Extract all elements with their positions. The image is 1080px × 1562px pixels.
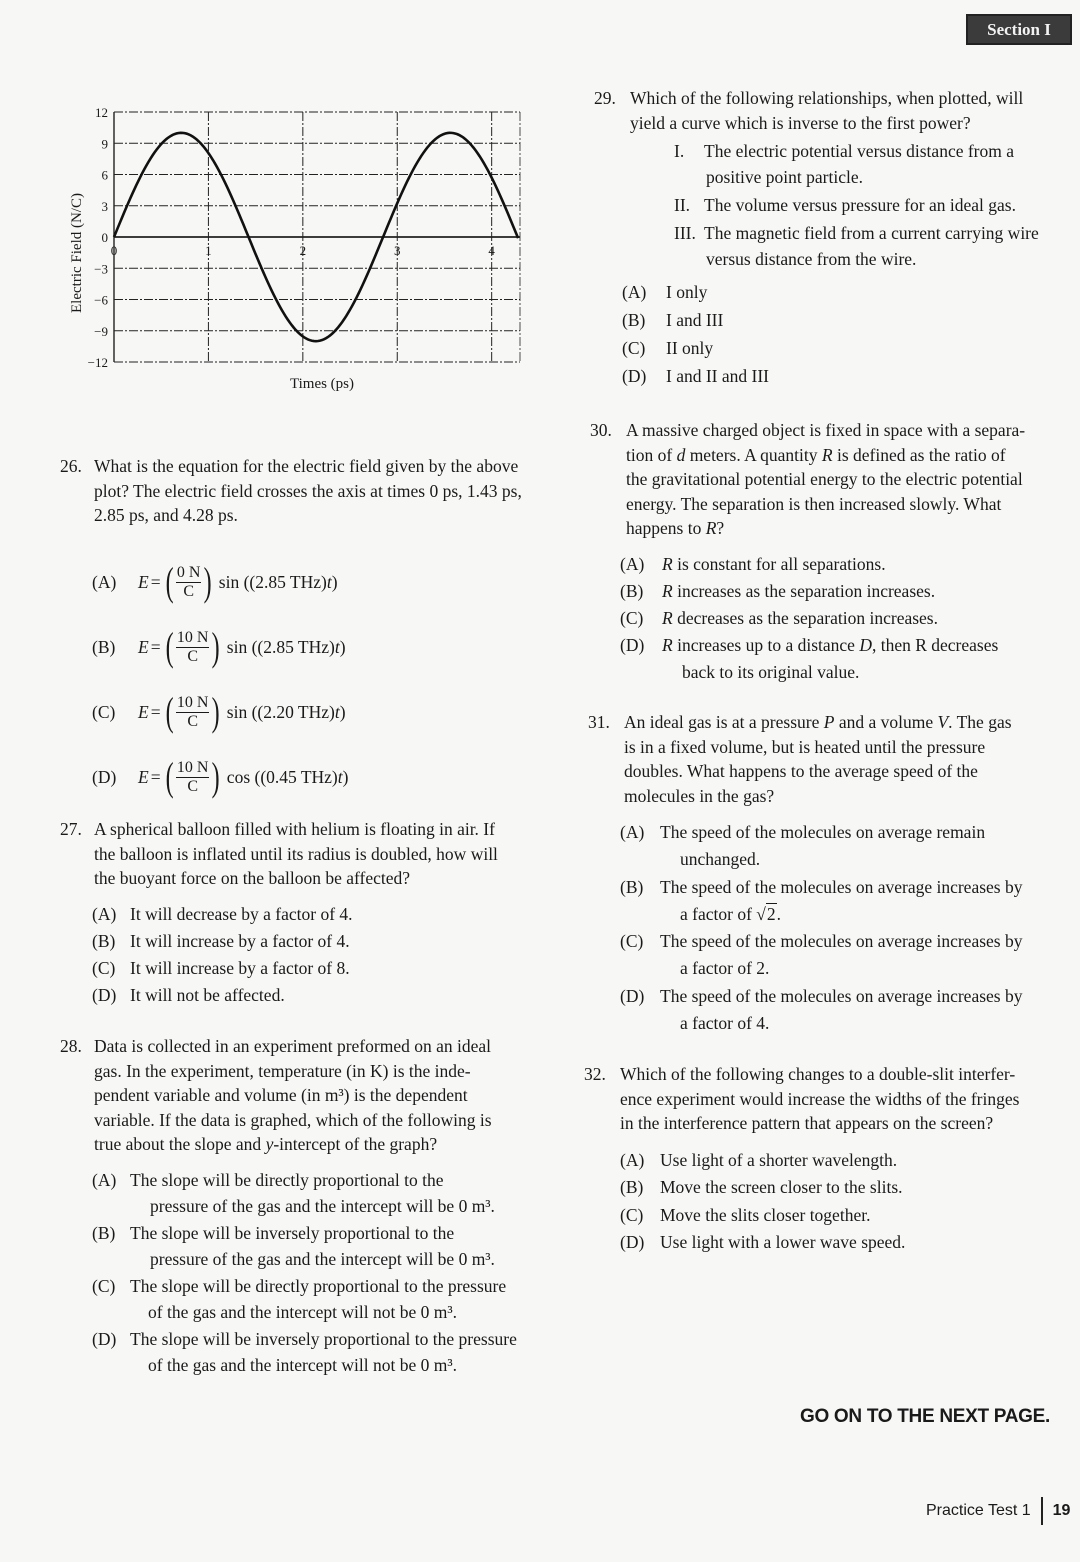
text: a factor of — [680, 903, 757, 924]
amplitude-fraction — [163, 624, 223, 669]
variable-V: V — [937, 712, 949, 732]
option-label: (D) — [92, 1328, 117, 1349]
option-label: (D) — [92, 766, 117, 787]
option-text-continued: unchanged. — [680, 849, 761, 870]
statement-label: III. — [674, 223, 696, 243]
book-title: Practice Test 1 — [926, 1501, 1031, 1519]
y-tick-label: 3 — [101, 198, 108, 214]
stem-line: yield a curve which is inverse to the first power? — [630, 112, 971, 133]
equals-sign: = — [150, 571, 161, 592]
variable-R: R — [662, 607, 673, 628]
answer-option[interactable] — [620, 1174, 1075, 1202]
close-paren: ) — [331, 571, 338, 592]
option-text: Move the screen closer to the slits. — [660, 1177, 903, 1197]
question-number: 29. — [594, 88, 616, 108]
variable-D: D — [859, 634, 872, 655]
left-paren: ( — [165, 559, 174, 604]
trig-function: sin ((2.85 THz) — [218, 571, 327, 592]
statement-label: II. — [674, 195, 691, 215]
answer-option[interactable] — [92, 1326, 550, 1379]
amplitude-fraction — [163, 689, 223, 734]
y-tick-label: 6 — [101, 167, 108, 183]
trig-function: cos ((0.45 THz) — [226, 766, 338, 787]
answer-option[interactable] — [620, 605, 1075, 632]
option-label: (B) — [92, 1222, 116, 1243]
text: . — [776, 903, 782, 924]
question-stem: What is the equation for the electric field given by the above plot? The electric field crosses the axis at times 0 ps, 1.43 ps, 2.85 ps, and 4.28 ps. — [94, 456, 522, 525]
stem-line: molecules in the gas? — [624, 785, 775, 806]
stem-line: ence experiment would increase the widths of the fringes — [620, 1088, 1020, 1109]
variable-E: E — [138, 636, 149, 657]
amplitude-fraction — [163, 754, 223, 799]
stem-line: doubles. What happens to the average speed of the — [624, 761, 978, 781]
x-axis-label: Times (ps) — [289, 376, 355, 392]
answer-option[interactable] — [620, 928, 1075, 983]
close-paren: ) — [339, 701, 346, 722]
option-label: (D) — [92, 984, 117, 1005]
option-text-body: increases up to a distance D, then R decreases — [672, 634, 999, 655]
variable-R: R — [705, 518, 717, 538]
roman-statement — [674, 220, 1074, 272]
variable-t: t — [326, 571, 332, 592]
y-tick-label: −12 — [87, 355, 108, 370]
variable-E: E — [138, 766, 149, 787]
answer-option[interactable] — [620, 874, 1075, 929]
option-label: (C) — [92, 701, 116, 722]
option-text: I and III — [666, 310, 724, 330]
y-axis-label: Electric Field (N/C) — [69, 193, 85, 313]
answer-option[interactable] — [92, 754, 349, 799]
answer-option[interactable] — [620, 632, 1075, 686]
option-text: Use light of a shorter wavelength. — [660, 1149, 898, 1170]
option-label: (C) — [620, 1204, 644, 1225]
question-number: 26. — [60, 456, 82, 476]
amplitude-fraction — [163, 559, 215, 604]
answer-option[interactable] — [92, 689, 346, 734]
section-badge: Section I — [966, 14, 1072, 45]
option-text: I only — [666, 282, 708, 302]
option-text-body: decreases as the separation increases. — [672, 607, 938, 628]
option-text-continued: back to its original value. — [682, 661, 860, 682]
answer-option[interactable] — [620, 1229, 1075, 1257]
denominator: C — [187, 777, 199, 795]
answer-option[interactable] — [92, 982, 550, 1009]
close-paren: ) — [339, 636, 346, 657]
page-footer — [926, 1497, 1070, 1525]
answer-option[interactable] — [622, 362, 1074, 390]
close-paren: ) — [342, 766, 349, 787]
option-label: (C) — [620, 607, 644, 628]
radicand: 2 — [766, 903, 776, 924]
page-number: 19 — [1052, 1501, 1071, 1519]
numerator: 10 N — [176, 758, 209, 776]
option-label: (D) — [620, 634, 645, 655]
stem-line: Which of the following relationships, when plotted, will — [630, 88, 1024, 108]
option-text-continued: a factor of 4. — [680, 1013, 770, 1034]
statement-text: The volume versus pressure for an ideal gas. — [704, 195, 1016, 215]
answer-option[interactable] — [622, 306, 1074, 334]
option-text — [620, 632, 1075, 659]
question-29 — [594, 86, 1074, 390]
variable-t: t — [334, 636, 340, 657]
stem-line: the gravitational potential energy to the electric potential — [626, 469, 1023, 489]
option-label: (A) — [620, 553, 645, 574]
answer-option[interactable] — [92, 559, 338, 604]
stem-line: A massive charged object is fixed in space with a separa- — [626, 420, 1026, 440]
question-26 — [60, 454, 530, 528]
statement-text: The magnetic field from a current carrying wire — [704, 223, 1039, 243]
option-text: The slope will be inversely proportional to the — [130, 1222, 455, 1243]
option-text: The speed of the molecules on average increases by — [660, 931, 1023, 952]
option-text — [620, 551, 1075, 578]
option-text: It will decrease by a factor of 4. — [130, 903, 353, 924]
variable-E: E — [138, 701, 149, 722]
stem-line: Data is collected in an experiment preformed on an ideal — [94, 1036, 491, 1056]
y-tick-label: 0 — [101, 230, 108, 245]
answer-option[interactable] — [620, 551, 1075, 578]
option-text — [620, 578, 1075, 605]
answer-option[interactable] — [620, 1202, 1075, 1230]
option-label: (D) — [620, 985, 645, 1006]
option-label: (A) — [92, 903, 117, 924]
answer-option[interactable] — [620, 578, 1075, 605]
option-label: (C) — [92, 957, 116, 978]
option-text: The slope will be inversely proportional to the pressure — [130, 1328, 517, 1349]
stem-line: gas. In the experiment, temperature (in K) is the inde- — [94, 1060, 471, 1081]
variable-R: R — [662, 634, 673, 655]
option-text: Move the slits closer together. — [660, 1204, 871, 1225]
option-label: (C) — [622, 338, 646, 358]
variable-y: y — [265, 1134, 274, 1154]
x-tick-label: 0 — [110, 243, 118, 258]
fraction — [176, 629, 210, 666]
option-label: (A) — [620, 1149, 645, 1170]
right-paren: ) — [204, 559, 213, 604]
x-tick-label: 1 — [205, 243, 212, 258]
variable-d: d — [676, 444, 686, 465]
option-label: (B) — [620, 580, 644, 601]
answer-option[interactable] — [620, 819, 1075, 874]
option-label: (A) — [620, 822, 645, 842]
x-tick-label: 3 — [394, 243, 401, 258]
answer-option[interactable] — [620, 983, 1075, 1038]
fraction — [176, 564, 202, 601]
statement-text-continued: versus distance from the wire. — [706, 249, 917, 269]
variable-t: t — [337, 766, 343, 787]
answer-option[interactable] — [620, 1147, 1075, 1175]
question-number: 27. — [60, 819, 82, 839]
option-text-continued — [620, 901, 1075, 928]
variable-R: R — [662, 580, 673, 601]
left-paren: ( — [165, 754, 174, 799]
option-text: It will increase by a factor of 4. — [130, 930, 350, 951]
answer-option[interactable] — [92, 901, 550, 928]
statement-text-continued: positive point particle. — [706, 167, 863, 187]
stem-line: variable. If the data is graphed, which of the following is — [94, 1109, 492, 1130]
denominator: C — [187, 712, 199, 730]
option-text-continued: pressure of the gas and the intercept will be 0 m³. — [150, 1196, 495, 1216]
option-text-continued: a factor of 2. — [680, 958, 770, 979]
option-text: The speed of the molecules on average increases by — [660, 985, 1023, 1006]
option-label: (B) — [620, 876, 644, 897]
x-tick-label: 2 — [299, 243, 307, 258]
option-text-continued: pressure of the gas and the intercept will be 0 m³. — [150, 1249, 495, 1269]
answer-option[interactable] — [622, 278, 1074, 306]
question-number: 31. — [588, 712, 610, 732]
trig-function: sin ((2.20 THz) — [226, 701, 335, 722]
numerator: 0 N — [176, 563, 201, 581]
question-number: 32. — [584, 1064, 606, 1084]
question-stem — [94, 1034, 550, 1157]
denominator: C — [187, 647, 199, 665]
roman-statement — [674, 138, 1074, 190]
equals-sign: = — [150, 636, 161, 657]
right-paren: ) — [212, 754, 221, 799]
option-label: (C) — [92, 1275, 116, 1296]
option-label: (C) — [620, 931, 644, 952]
variable-E: E — [138, 571, 149, 592]
y-tick-label: −3 — [94, 261, 108, 277]
stem-line: in the interference pattern that appears on the screen? — [620, 1113, 994, 1133]
option-label: (A) — [92, 571, 117, 592]
stem-line: An ideal gas is at a pressure P and a volume V. The gas — [624, 712, 1012, 732]
question-stem — [624, 710, 1075, 808]
option-text: It will increase by a factor of 8. — [130, 957, 350, 978]
stem-line: pendent variable and volume (in m³) is the dependent — [94, 1085, 468, 1105]
variable-t: t — [334, 701, 340, 722]
trig-function: sin ((2.85 THz) — [226, 636, 335, 657]
stem-line: A spherical balloon filled with helium is floating in air. If — [94, 819, 495, 839]
left-paren: ( — [165, 624, 174, 669]
statement-label: I. — [674, 141, 685, 161]
question-number: 28. — [60, 1036, 82, 1056]
option-text-continued: of the gas and the intercept will not be 0 m³. — [148, 1302, 457, 1322]
stem-line: true about the slope and y-intercept of the graph? — [94, 1134, 438, 1154]
option-label: (B) — [622, 310, 646, 330]
variable-R: R — [821, 444, 833, 465]
option-text: It will not be affected. — [130, 984, 285, 1005]
roman-statement — [674, 192, 1074, 218]
option-text — [620, 605, 1075, 632]
statement-text: The electric potential versus distance from a — [704, 141, 1015, 161]
numerator: 10 N — [176, 693, 209, 711]
option-label: (A) — [622, 282, 647, 302]
electric-field-chart — [60, 95, 530, 395]
stem-line: the balloon is inflated until its radius is doubled, how will — [94, 843, 498, 864]
question-32 — [584, 1062, 1075, 1257]
question-number: 30. — [590, 420, 612, 440]
fraction — [176, 694, 210, 731]
option-text: The slope will be directly proportional to the — [130, 1169, 444, 1190]
option-text-body: is constant for all separations. — [672, 553, 886, 574]
option-text: The slope will be directly proportional to the pressure — [130, 1275, 507, 1296]
option-text-continued: of the gas and the intercept will not be 0 m³. — [148, 1355, 457, 1375]
option-text: II only — [666, 338, 714, 358]
question-stem — [626, 418, 1075, 541]
y-tick-label: −9 — [94, 323, 108, 339]
y-tick-label: 9 — [101, 136, 108, 152]
question-31 — [588, 710, 1075, 1037]
chart-grid — [114, 112, 520, 362]
question-27 — [60, 817, 550, 1009]
option-label: (D) — [620, 1232, 645, 1252]
option-label: (B) — [620, 1177, 644, 1197]
right-paren: ) — [212, 689, 221, 734]
variable-R: R — [662, 553, 673, 574]
answer-option[interactable] — [92, 928, 550, 955]
denominator: C — [183, 582, 195, 600]
variable-P: P — [823, 712, 835, 732]
stem-line: tion of d meters. A quantity R is defined as the ratio of — [626, 444, 1006, 465]
right-paren: ) — [212, 624, 221, 669]
y-tick-label: −6 — [94, 292, 108, 308]
option-text: The speed of the molecules on average remain — [660, 822, 986, 842]
option-label: (B) — [92, 636, 116, 657]
answer-option[interactable] — [92, 1273, 550, 1326]
question-stem — [94, 817, 550, 891]
equals-sign: = — [150, 701, 161, 722]
left-paren: ( — [165, 689, 174, 734]
option-text: The speed of the molecules on average increases by — [660, 876, 1023, 897]
x-tick-labels — [111, 243, 496, 258]
stem-line: happens to R? — [626, 518, 725, 538]
stem-line: energy. The separation is then increased slowly. What — [626, 493, 1002, 514]
footer-divider — [1041, 1497, 1043, 1525]
equals-sign: = — [150, 766, 161, 787]
option-label: (A) — [92, 1169, 117, 1190]
option-label: (D) — [622, 366, 647, 386]
question-30 — [590, 418, 1075, 686]
question-stem — [620, 1062, 1075, 1136]
option-text-body: increases as the separation increases. — [672, 580, 936, 601]
y-tick-label: 12 — [95, 105, 108, 120]
stem-line: Which of the following changes to a double-slit interfer- — [620, 1064, 1016, 1084]
answer-option[interactable] — [92, 624, 346, 669]
option-text: I and II and III — [666, 366, 770, 386]
answer-option[interactable] — [622, 334, 1074, 362]
y-tick-labels — [88, 105, 109, 370]
answer-option[interactable] — [92, 1167, 550, 1220]
stem-line: is in a fixed volume, but is heated until the pressure — [624, 736, 986, 757]
stem-line: the buoyant force on the balloon be affected? — [94, 868, 410, 888]
fraction — [176, 759, 210, 796]
option-text: Use light with a lower wave speed. — [660, 1232, 906, 1252]
option-label: (B) — [92, 930, 116, 951]
answer-option[interactable] — [92, 955, 550, 982]
answer-option[interactable] — [92, 1220, 550, 1273]
question-stem — [630, 86, 1074, 135]
sqrt-symbol: √2 — [756, 903, 776, 924]
question-28 — [60, 1034, 550, 1379]
x-tick-label: 4 — [488, 243, 495, 258]
go-on-next-page: GO ON TO THE NEXT PAGE. — [800, 1406, 1050, 1427]
numerator: 10 N — [176, 628, 209, 646]
